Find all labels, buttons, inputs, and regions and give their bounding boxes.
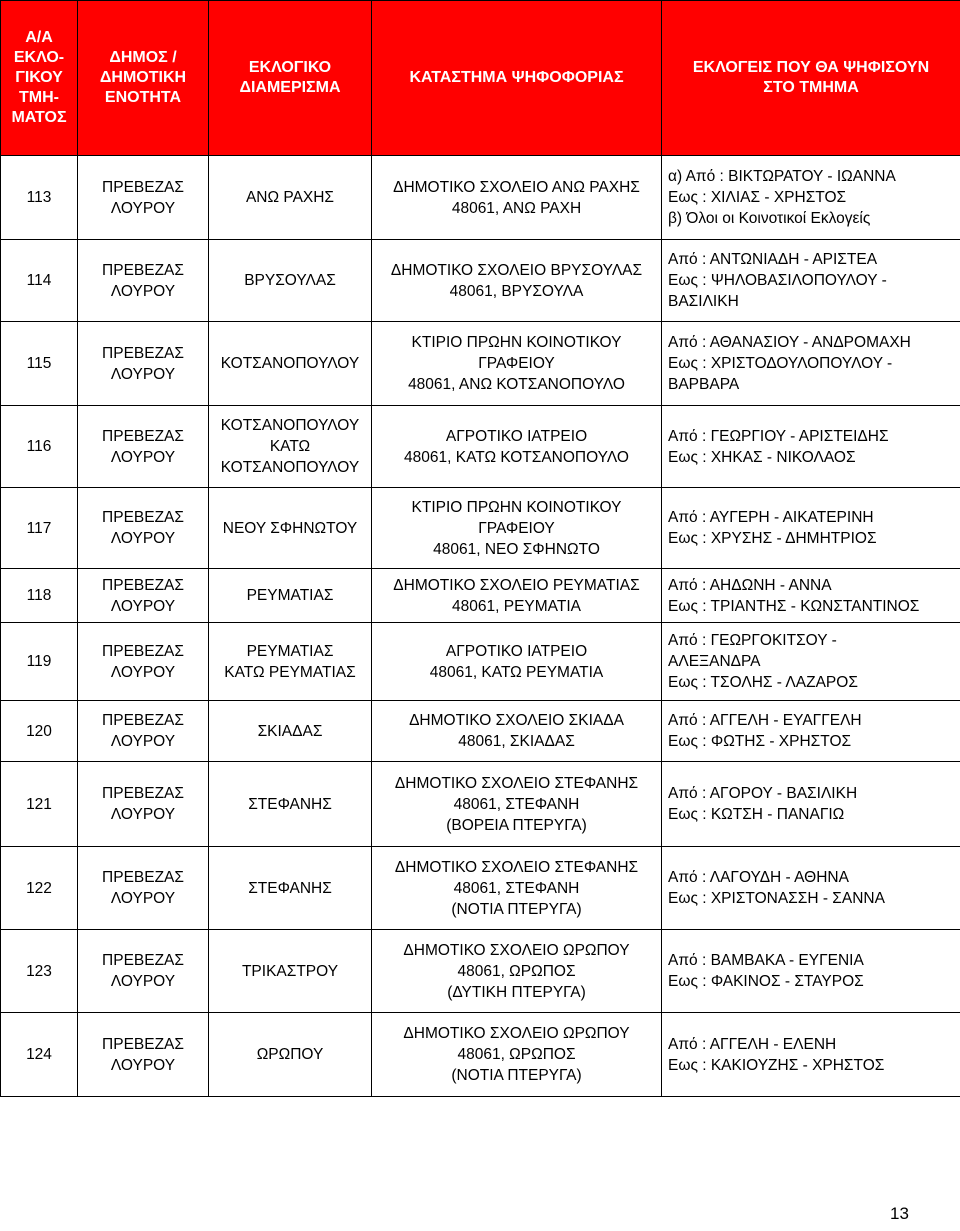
voters-line: Από : ΑΓΟΡΟΥ - ΒΑΣΙΛΙΚΗ: [668, 785, 858, 802]
voters-line: Από : ΒΑΜΒΑΚΑ - ΕΥΓΕΝΙΑ: [668, 952, 864, 969]
polling-station-cell: [372, 488, 662, 569]
voters-line: Από : ΓΕΩΡΓΙΟΥ - ΑΡΙΣΤΕΙΔΗΣ: [668, 427, 889, 445]
municipality-line: ΛΟΥΡΟΥ: [110, 448, 176, 466]
polling-station-line: 48061, ΣΚΙΑΔΑΣ: [458, 733, 575, 750]
municipality-cell: [78, 847, 209, 930]
district-cell: [209, 930, 372, 1013]
municipality-cell: [78, 623, 209, 701]
polling-station-line: (ΒΟΡΕΙΑ ΠΤΕΡΥΓΑ): [446, 816, 587, 834]
municipality-line: ΛΟΥΡΟΥ: [110, 1056, 176, 1074]
header-line: ΓΙΚΟΥ: [15, 69, 63, 86]
district-cell: [209, 569, 372, 623]
polling-station-line: (ΝΟΤΙΑ ΠΤΕΡΥΓΑ): [451, 1067, 582, 1084]
district-line: ΣΤΕΦΑΝΗΣ: [248, 879, 332, 897]
voters-cell: [662, 569, 960, 623]
voters-line: Από : ΑΗΔΩΝΗ - ΑΝΝΑ: [668, 576, 832, 594]
header-line: ΔΗΜΟΤΙΚΗ: [99, 69, 187, 86]
district-line: ΡΕΥΜΑΤΙΑΣ: [246, 642, 334, 660]
municipality-line: ΠΡΕΒΕΖΑΣ: [102, 509, 184, 526]
section-number-cell: 119: [1, 623, 78, 701]
table-row: [1, 322, 960, 406]
municipality-cell: [78, 322, 209, 406]
voters-cell: [662, 406, 960, 488]
voters-cell: [662, 322, 960, 406]
section-number-cell: 120: [1, 701, 78, 762]
district-line: ΣΤΕΦΑΝΗΣ: [248, 795, 332, 813]
table-row: [1, 847, 960, 930]
district-line: ΒΡΥΣΟΥΛΑΣ: [244, 272, 336, 289]
voters-cell: [662, 240, 960, 322]
municipality-cell: [78, 488, 209, 569]
voters-line: β) Όλοι οι Κοινοτικοί Εκλογείς: [668, 210, 871, 227]
municipality-cell: [78, 762, 209, 847]
header-line: ΚΑΤΑΣΤΗΜΑ ΨΗΦΟΦΟΡΙΑΣ: [409, 69, 624, 86]
voters-line: Από : ΛΑΓΟΥΔΗ - ΑΘΗΝΑ: [668, 869, 849, 886]
district-line: ΚΑΤΩ ΡΕΥΜΑΤΙΑΣ: [224, 663, 356, 681]
municipality-cell: [78, 930, 209, 1013]
municipality-line: ΠΡΕΒΕΖΑΣ: [102, 178, 184, 196]
municipality-cell: [78, 240, 209, 322]
municipality-line: ΛΟΥΡΟΥ: [110, 663, 176, 681]
section-number-cell: 115: [1, 322, 78, 406]
municipality-cell: [78, 701, 209, 762]
table-row: [1, 623, 960, 701]
municipality-line: ΛΟΥΡΟΥ: [110, 733, 176, 750]
polling-station-line: ΔΗΜΟΤΙΚΟ ΣΧΟΛΕΙΟ ΩΡΩΠΟΥ: [403, 941, 630, 959]
municipality-cell: [78, 406, 209, 488]
header-line: ΔΙΑΜΕΡΙΣΜΑ: [239, 79, 341, 96]
polling-station-line: 48061, ΩΡΩΠΟΣ: [457, 1046, 576, 1063]
section-number-cell: 121: [1, 762, 78, 847]
table-header-row: [1, 1, 960, 156]
polling-station-line: 48061, ΩΡΩΠΟΣ: [457, 962, 576, 980]
voters-line: Εως : ΧΡΙΣΤΟΝΑΣΣΗ - ΣΑΝΝΑ: [668, 890, 885, 907]
header-municipality: [78, 1, 209, 156]
section-number-cell: 114: [1, 240, 78, 322]
district-line: ΚΟΤΣΑΝΟΠΟΥΛΟΥ: [220, 355, 360, 372]
municipality-line: ΠΡΕΒΕΖΑΣ: [102, 952, 184, 969]
voters-cell: [662, 488, 960, 569]
polling-station-line: 48061, ΑΝΩ ΡΑΧΗ: [451, 199, 582, 217]
header-line: ΕΚΛΟΓΕΙΣ ΠΟΥ ΘΑ ΨΗΦΙΣΟΥΝ: [692, 59, 930, 76]
section-number-cell: 116: [1, 406, 78, 488]
polling-station-cell: [372, 930, 662, 1013]
polling-station-line: 48061, ΚΑΤΩ ΚΟΤΣΑΝΟΠΟΥΛΟ: [404, 448, 629, 466]
table-row: [1, 701, 960, 762]
voters-cell: [662, 1013, 960, 1097]
voters-line: Εως : ΧΗΚΑΣ - ΝΙΚΟΛΑΟΣ: [668, 448, 856, 466]
municipality-line: ΛΟΥΡΟΥ: [110, 597, 176, 615]
table-row: [1, 406, 960, 488]
section-number-cell: 124: [1, 1013, 78, 1097]
polling-station-line: 48061, ΑΝΩ ΚΟΤΣΑΝΟΠΟΥΛΟ: [408, 376, 625, 393]
header-line: Α/Α: [25, 29, 53, 46]
header-polling-station: [372, 1, 662, 156]
polling-station-line: ΔΗΜΟΤΙΚΟ ΣΧΟΛΕΙΟ ΣΤΕΦΑΝΗΣ: [394, 858, 639, 876]
municipality-line: ΠΡΕΒΕΖΑΣ: [102, 1035, 184, 1053]
polling-station-line: ΓΡΑΦΕΙΟΥ: [478, 355, 555, 372]
municipality-line: ΠΡΕΒΕΖΑΣ: [102, 642, 184, 660]
municipality-line: ΠΡΕΒΕΖΑΣ: [102, 344, 184, 362]
table-row: [1, 569, 960, 623]
municipality-line: ΛΟΥΡΟΥ: [110, 365, 176, 383]
section-number-cell: 118: [1, 569, 78, 623]
header-line: ΜΑΤΟΣ: [11, 109, 67, 126]
district-line: ΑΝΩ ΡΑΧΗΣ: [245, 189, 335, 206]
municipality-cell: [78, 156, 209, 240]
polling-station-cell: [372, 240, 662, 322]
polling-station-line: ΑΓΡΟΤΙΚΟ ΙΑΤΡΕΙΟ: [445, 642, 588, 660]
district-line: ΣΚΙΑΔΑΣ: [257, 722, 323, 740]
header-line: ΕΚΛΟΓΙΚΟ: [248, 59, 332, 76]
header-line: ΕΝΟΤΗΤΑ: [104, 89, 182, 106]
voters-line: Από : ΑΝΤΩΝΙΑΔΗ - ΑΡΙΣΤΕΑ: [668, 251, 878, 268]
table-row: [1, 930, 960, 1013]
header-line: ΔΗΜΟΣ /: [109, 49, 177, 66]
section-number-cell: 117: [1, 488, 78, 569]
polling-station-line: 48061, ΡΕΥΜΑΤΙΑ: [452, 597, 581, 615]
polling-station-line: (ΔΥΤΙΚΗ ΠΤΕΡΥΓΑ): [447, 983, 586, 1001]
polling-station-line: ΔΗΜΟΤΙΚΟ ΣΧΟΛΕΙΟ ΣΚΙΑΔΑ: [409, 712, 624, 729]
polling-station-cell: [372, 701, 662, 762]
voters-cell: [662, 701, 960, 762]
voters-line: ΒΑΣΙΛΙΚΗ: [668, 293, 739, 310]
voters-cell: [662, 930, 960, 1013]
district-line: ΝΕΟΥ ΣΦΗΝΩΤΟΥ: [222, 519, 358, 537]
voters-line: Από : ΑΓΓΕΛΗ - ΕΛΕΝΗ: [668, 1035, 837, 1053]
polling-station-line: ΔΗΜΟΤΙΚΟ ΣΧΟΛΕΙΟ ΒΡΥΣΟΥΛΑΣ: [390, 261, 643, 279]
polling-station-line: ΚΤΙΡΙΟ ΠΡΩΗΝ ΚΟΙΝΟΤΙΚΟΥ: [411, 334, 622, 351]
polling-station-cell: [372, 406, 662, 488]
voters-line: Εως : ΧΡΥΣΗΣ - ΔΗΜΗΤΡΙΟΣ: [668, 530, 877, 547]
district-line: ΚΟΤΣΑΝΟΠΟΥΛΟΥ: [220, 417, 360, 434]
polling-station-cell: [372, 322, 662, 406]
district-line: ΤΡΙΚΑΣΤΡΟΥ: [241, 962, 339, 980]
header-voters: [662, 1, 960, 156]
page-number: 13: [890, 1204, 909, 1223]
district-line: ΩΡΩΠΟΥ: [256, 1046, 324, 1063]
municipality-line: ΛΟΥΡΟΥ: [110, 199, 176, 217]
district-line: ΡΕΥΜΑΤΙΑΣ: [246, 587, 334, 604]
voters-line: α) Από : ΒΙΚΤΩΡΑΤΟΥ - ΙΩΑΝΝΑ: [668, 168, 896, 185]
district-cell: [209, 488, 372, 569]
voters-line: ΒΑΡΒΑΡΑ: [668, 376, 740, 393]
district-line: ΚΑΤΩ: [269, 438, 311, 455]
voters-line: ΑΛΕΞΑΝΔΡΑ: [668, 653, 761, 670]
polling-station-cell: [372, 569, 662, 623]
district-cell: [209, 240, 372, 322]
header-line: ΕΚΛΟ-: [13, 49, 65, 66]
header-electoral-district: [209, 1, 372, 156]
municipality-cell: [78, 569, 209, 623]
voters-line: Εως : ΚΑΚΙΟΥΖΗΣ - ΧΡΗΣΤΟΣ: [668, 1056, 885, 1074]
voters-line: Από : ΑΘΑΝΑΣΙΟΥ - ΑΝΔΡΟΜΑΧΗ: [668, 334, 911, 351]
district-cell: [209, 623, 372, 701]
district-line: ΚΟΤΣΑΝΟΠΟΥΛΟΥ: [220, 459, 360, 476]
section-number-cell: 122: [1, 847, 78, 930]
voters-line: Εως : ΦΑΚΙΝΟΣ - ΣΤΑΥΡΟΣ: [668, 973, 864, 990]
polling-station-line: 48061, ΝΕΟ ΣΦΗΝΩΤΟ: [433, 540, 600, 558]
polling-station-line: 48061, ΣΤΕΦΑΝΗ: [453, 795, 580, 813]
polling-station-cell: [372, 847, 662, 930]
table-row: [1, 240, 960, 322]
polling-station-line: ΔΗΜΟΤΙΚΟ ΣΧΟΛΕΙΟ ΩΡΩΠΟΥ: [403, 1025, 630, 1042]
district-cell: [209, 322, 372, 406]
polling-station-line: 48061, ΣΤΕΦΑΝΗ: [453, 879, 580, 897]
municipality-line: ΠΡΕΒΕΖΑΣ: [102, 869, 184, 886]
polling-station-line: ΓΡΑΦΕΙΟΥ: [478, 519, 555, 537]
polling-station-cell: [372, 156, 662, 240]
table-row: [1, 762, 960, 847]
table-row: [1, 488, 960, 569]
table-row: [1, 1013, 960, 1097]
header-line: ΣΤΟ ΤΜΗΜΑ: [763, 79, 859, 96]
municipality-cell: [78, 1013, 209, 1097]
voters-line: Από : ΓΕΩΡΓΟΚΙΤΣΟΥ -: [668, 632, 837, 649]
district-cell: [209, 1013, 372, 1097]
polling-station-line: ΑΓΡΟΤΙΚΟ ΙΑΤΡΕΙΟ: [445, 427, 588, 445]
district-cell: [209, 847, 372, 930]
municipality-line: ΛΟΥΡΟΥ: [110, 282, 176, 300]
district-cell: [209, 762, 372, 847]
polling-station-line: (ΝΟΤΙΑ ΠΤΕΡΥΓΑ): [451, 900, 582, 918]
municipality-line: ΠΡΕΒΕΖΑΣ: [102, 261, 184, 279]
voters-line: Από : ΑΥΓΕΡΗ - ΑΙΚΑΤΕΡΙΝΗ: [668, 509, 874, 526]
municipality-line: ΛΟΥΡΟΥ: [110, 530, 176, 547]
header-section-number: [1, 1, 78, 156]
voters-line: Εως : ΨΗΛΟΒΑΣΙΛΟΠΟΥΛΟΥ -: [668, 272, 887, 289]
voters-line: Εως : ΤΡΙΑΝΤΗΣ - ΚΩΝΣΤΑΝΤΙΝΟΣ: [668, 597, 920, 615]
voters-line: Από : ΑΓΓΕΛΗ - ΕΥΑΓΓΕΛΗ: [668, 712, 862, 729]
table-row: [1, 156, 960, 240]
polling-station-line: 48061, ΚΑΤΩ ΡΕΥΜΑΤΙΑ: [429, 663, 604, 681]
voters-cell: [662, 623, 960, 701]
polling-station-line: 48061, ΒΡΥΣΟΥΛΑ: [449, 282, 584, 300]
polling-station-cell: [372, 1013, 662, 1097]
voters-cell: [662, 762, 960, 847]
district-cell: [209, 701, 372, 762]
polling-station-cell: [372, 762, 662, 847]
municipality-line: ΠΡΕΒΕΖΑΣ: [102, 576, 184, 594]
header-line: ΤΜΗ-: [19, 89, 59, 106]
polling-station-line: ΔΗΜΟΤΙΚΟ ΣΧΟΛΕΙΟ ΡΕΥΜΑΤΙΑΣ: [393, 576, 640, 594]
polling-station-line: ΔΗΜΟΤΙΚΟ ΣΧΟΛΕΙΟ ΑΝΩ ΡΑΧΗΣ: [393, 178, 640, 196]
voters-line: Εως : ΚΩΤΣΗ - ΠΑΝΑΓΙΩ: [668, 806, 845, 823]
municipality-line: ΛΟΥΡΟΥ: [110, 890, 176, 907]
voters-line: Εως : ΧΙΛΙΑΣ - ΧΡΗΣΤΟΣ: [668, 189, 847, 206]
voters-cell: [662, 847, 960, 930]
district-cell: [209, 406, 372, 488]
voters-cell: [662, 156, 960, 240]
municipality-line: ΠΡΕΒΕΖΑΣ: [102, 785, 184, 802]
voters-line: Εως : ΦΩΤΗΣ - ΧΡΗΣΤΟΣ: [668, 733, 852, 750]
municipality-line: ΠΡΕΒΕΖΑΣ: [102, 712, 184, 729]
district-cell: [209, 156, 372, 240]
polling-station-line: ΔΗΜΟΤΙΚΟ ΣΧΟΛΕΙΟ ΣΤΕΦΑΝΗΣ: [394, 774, 639, 792]
municipality-line: ΛΟΥΡΟΥ: [110, 806, 176, 823]
voters-line: Εως : ΤΣΟΛΗΣ - ΛΑΖΑΡΟΣ: [668, 674, 858, 691]
polling-station-line: ΚΤΙΡΙΟ ΠΡΩΗΝ ΚΟΙΝΟΤΙΚΟΥ: [411, 498, 622, 516]
section-number-cell: 113: [1, 156, 78, 240]
voters-line: Εως : ΧΡΙΣΤΟΔΟΥΛΟΠΟΥΛΟΥ -: [668, 355, 893, 372]
polling-station-cell: [372, 623, 662, 701]
municipality-line: ΛΟΥΡΟΥ: [110, 973, 176, 990]
section-number-cell: 123: [1, 930, 78, 1013]
municipality-line: ΠΡΕΒΕΖΑΣ: [102, 427, 184, 445]
